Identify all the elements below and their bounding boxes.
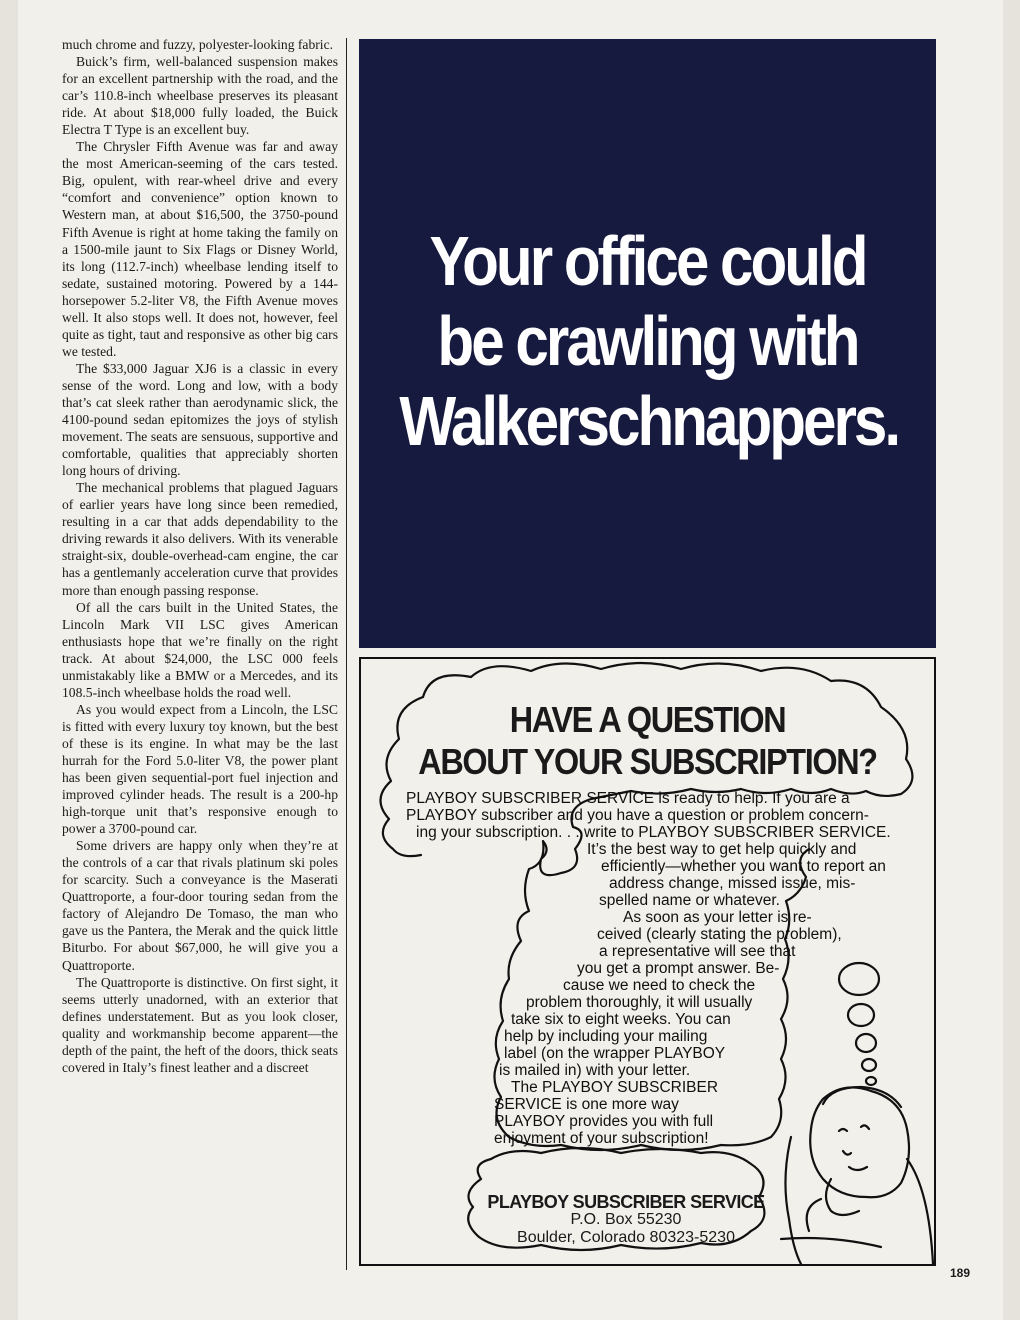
- ad-body-line: spelled name or whatever.: [599, 892, 780, 909]
- subscription-ad: [359, 657, 936, 1266]
- question-heading-line2: ABOUT YOUR SUBSCRIPTION?: [418, 741, 877, 782]
- question-heading-line1: HAVE A QUESTION: [509, 699, 786, 740]
- ad-body-line: PLAYBOY provides you with full: [494, 1113, 714, 1130]
- ad-body-line: address change, missed issue, mis-: [609, 875, 856, 892]
- article-paragraph: much chrome and fuzzy, polyester-looking fabric.: [62, 37, 333, 52]
- small-thought-bubble: [848, 1004, 874, 1026]
- ad-body-line: help by including your mailing: [504, 1028, 708, 1045]
- article-paragraph: The $33,000 Jaguar XJ6 is a classic in every sense of the word. Long and low, with a body that’s cat sleek rather than aerodynamic slick, the 4100-pound sedan epitomizes the joys of stylish movement. The seats are sensuous, supportive and comfortable, qualities that appreciably shorten long hours of driving.: [62, 360, 338, 479]
- article-column: [62, 36, 338, 1076]
- address-po-box: P.O. Box 55230: [570, 1211, 682, 1228]
- ad-headline: [399, 221, 899, 461]
- headline-line: be crawling with: [437, 302, 858, 380]
- ad-body-line: problem thoroughly, it will usually: [526, 994, 753, 1011]
- article-paragraph: As you would expect from a Lincoln, the LSC is fitted with every luxury toy known, but the best of these is its engine. In what may be the last hurrah for the Ford 5.0-liter V8, the power plant has been given sequential-port fuel injection and improved cylinder heads. The result is a 200-hp high-torque unit that’s responsive enough to power a 3700-pound car.: [62, 701, 338, 837]
- small-thought-bubble: [866, 1077, 876, 1085]
- ad-body-line: As soon as your letter is re-: [623, 909, 812, 926]
- ad-body-line: label (on the wrapper PLAYBOY: [504, 1045, 726, 1062]
- address-name: PLAYBOY SUBSCRIBER SERVICE: [487, 1192, 765, 1212]
- ad-body-line: you get a prompt answer. Be-: [577, 960, 780, 977]
- article-paragraph: Of all the cars built in the United States, the Lincoln Mark VII LSC gives American enthusiasts hope that we’re finally on the right track. At about $24,000, the LSC 000 feels unmistakably like a BMW or a Mercedes, and its 108.5-inch wheelbase holds the road well.: [62, 599, 338, 700]
- ad-body-line: take six to eight weeks. You can: [511, 1011, 731, 1028]
- small-thought-bubble: [862, 1059, 876, 1071]
- walkerschnappers-ad: [359, 39, 936, 648]
- ad-body-line: PLAYBOY subscriber and you have a question or problem concern-: [406, 807, 869, 824]
- address-city: Boulder, Colorado 80323-5230: [517, 1229, 735, 1246]
- man-body: [785, 1137, 933, 1264]
- small-thought-bubble: [839, 963, 879, 995]
- ad-body-line: is mailed in) with your letter.: [499, 1062, 691, 1079]
- ad-body-line: It’s the best way to get help quickly and: [587, 841, 857, 858]
- article-paragraph: Some drivers are happy only when they’re at the controls of a car that rivals platinum ski poles for scarcity. Such a conveyance is the Maserati Quattroporte, a four-door touring sedan from the factory of Alejandro De Tomaso, the man who gave us the Pantera, the Merak and the quick little Biturbo. For about $67,000, he will give you a Quattroporte.: [62, 838, 338, 973]
- ad-body-line: The PLAYBOY SUBSCRIBER: [511, 1079, 719, 1096]
- man-face: [839, 1125, 869, 1170]
- ad-body-line: ceived (clearly stating the problem),: [597, 926, 842, 943]
- mailing-address: [451, 1193, 801, 1247]
- article-paragraph: The mechanical problems that plagued Jaguars of earlier years have long since been remedied, resulting in a car that adds dependability to the driving rewards it also delivers. With its venerable straight-six, double-overhead-cam engine, the car has a gentlemanly acceleration curve that provides more than enough passing response.: [62, 480, 338, 598]
- ad-body-line: SERVICE is one more way: [494, 1096, 679, 1113]
- article-paragraph: The Quattroporte is distinctive. On first sight, it seems utterly unadorned, with an exterior that defines understatement. But as you look closer, quality and workmanship become apparent—the depth of the paint, the heft of the doors, thick seats covered in Italy’s finest leather and a discreet: [62, 974, 338, 1075]
- ad-body-line: efficiently—whether you want to report an: [601, 858, 886, 875]
- ad-body-line: cause we need to check the: [563, 977, 756, 994]
- page-number: 189: [950, 1266, 971, 1280]
- headline-line: Walkerschnappers.: [399, 382, 899, 460]
- man-head: [810, 1087, 909, 1197]
- ad-body-line: PLAYBOY SUBSCRIBER SERVICE is ready to help. If you are a: [406, 790, 850, 807]
- article-paragraph: The Chrysler Fifth Avenue was far and away the most American-seeming of the cars tested. Big, opulent, with rear-wheel drive and every “comfort and convenience” option known to Western man, at about $16,500, the 3750-pound Fifth Avenue is right at home taking the family on a 1500-mile jaunt to Six Flags or Disney World, its long (112.7-inch) wheelbase lending itself to sedate, sustained motoring. Powered by a 144-horsepower 5.2-liter V8, the Fifth Avenue moves well. It also stops well. It does not, however, feel quite as tight, taut and responsive as other big cars we tested.: [62, 139, 338, 359]
- column-divider: [346, 38, 347, 1270]
- ad-body-line: enjoyment of your subscription!: [494, 1130, 709, 1147]
- article-paragraph: Buick’s firm, well-balanced suspension makes for an excellent partnership with the road, and the car’s 110.8-inch wheelbase preserves its pleasant ride. At about $18,000 fully loaded, the Buick Electra T Type is an excellent buy.: [62, 54, 338, 138]
- ad-body-line: a representative will see that: [599, 943, 796, 960]
- ad-body-line: ing your subscription. . . write to PLAYBOY SUBSCRIBER SERVICE.: [416, 824, 891, 841]
- headline-line: Your office could: [429, 222, 866, 300]
- small-thought-bubble: [856, 1034, 876, 1052]
